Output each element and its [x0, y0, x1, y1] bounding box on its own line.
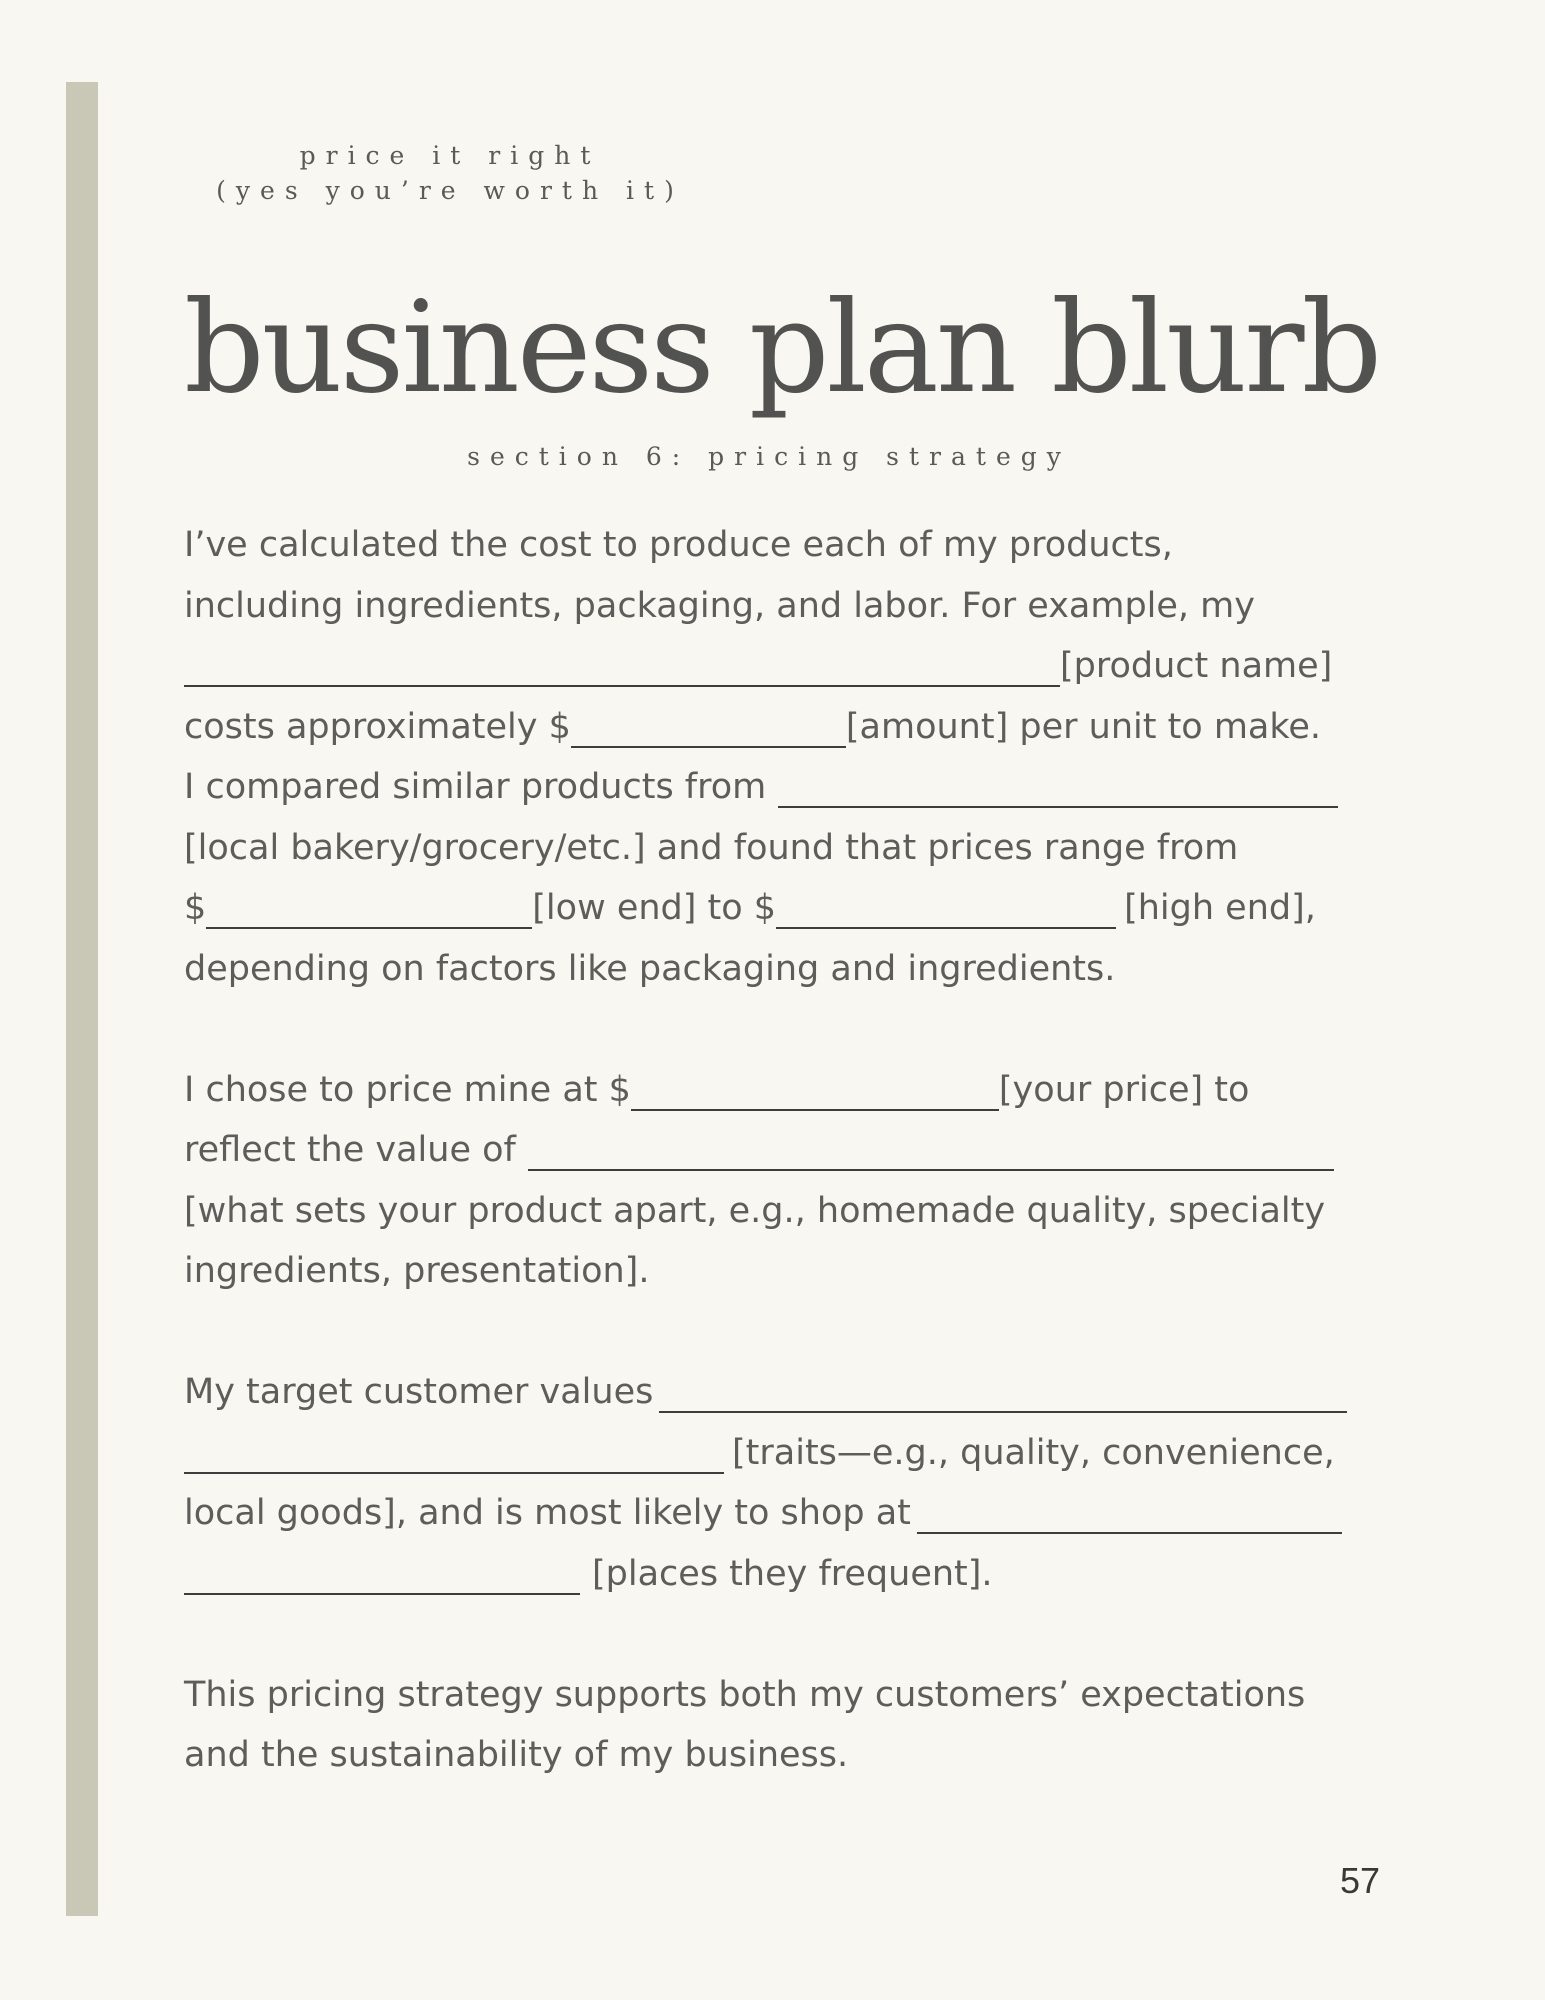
text-line [184, 939, 1364, 1000]
customer-values-blank[interactable] [659, 1369, 1347, 1413]
text-segment: [local bakery/grocery/etc.] and found that prices range from [184, 827, 1239, 868]
text-segment: [what sets your product apart, e.g., homemade quality, specialty [184, 1190, 1326, 1231]
text-segment: [your price] to [998, 1069, 1250, 1110]
page-number: 57 [1339, 1860, 1380, 1901]
eyebrow-line-1: price it right [299, 141, 601, 170]
paragraph-price [184, 1060, 1364, 1302]
amount-blank[interactable] [571, 704, 846, 748]
text-line [184, 1120, 1364, 1181]
eyebrow-line-2: (yes you’re worth it) [216, 176, 684, 205]
text-line [184, 1060, 1364, 1121]
text-segment: reflect the value of [184, 1130, 516, 1170]
shop-at-blank[interactable] [917, 1490, 1342, 1534]
decorative-side-bar [66, 82, 98, 1916]
section-label: section 6: pricing strategy [467, 442, 1071, 471]
fill-in-blurb [184, 515, 1364, 1846]
value-blank[interactable] [528, 1127, 1334, 1171]
text-line [184, 818, 1364, 879]
text-segment: ingredients, presentation]. [184, 1251, 650, 1291]
text-segment: [places they frequent]. [592, 1553, 993, 1594]
low-end-price-blank[interactable] [206, 885, 532, 929]
text-line [184, 1483, 1364, 1544]
text-segment: [high end], [1124, 888, 1316, 928]
text-segment: and the sustainability of my business. [184, 1735, 849, 1775]
your-price-blank[interactable] [631, 1067, 999, 1111]
paragraph-closing [184, 1665, 1364, 1786]
traits-blank[interactable] [184, 1430, 724, 1474]
page-title: business plan blurb [184, 274, 1380, 421]
text-segment: [product name] [1060, 646, 1333, 686]
text-line [184, 1665, 1364, 1726]
text-line [184, 576, 1364, 637]
text-segment: This pricing strategy supports both my customers’ expectations [184, 1674, 1306, 1715]
places-blank[interactable] [184, 1551, 580, 1595]
text-segment: I compared similar products from [184, 767, 767, 807]
eyebrow-tagline [200, 138, 700, 208]
text-line [184, 636, 1364, 697]
text-segment: [amount] per unit to make. [845, 706, 1322, 747]
paragraph-customer [184, 1362, 1364, 1604]
text-line [184, 1725, 1364, 1786]
text-segment: My target customer values [184, 1372, 654, 1412]
text-line [184, 1423, 1364, 1484]
text-segment: $ [184, 888, 207, 928]
text-segment: including ingredients, packaging, and labor. For example, my [184, 585, 1255, 626]
text-segment: [low end] to $ [532, 888, 777, 928]
text-line [184, 515, 1364, 576]
text-line [184, 1544, 1364, 1605]
text-segment: I chose to price mine at $ [184, 1069, 631, 1110]
text-line [184, 697, 1364, 758]
text-segment: I’ve calculated the cost to produce each of my products, [184, 525, 1173, 565]
text-segment: [traits—e.g., quality, convenience, [732, 1432, 1335, 1473]
high-end-price-blank[interactable] [776, 885, 1116, 929]
text-segment: depending on factors like packaging and ingredients. [184, 948, 1116, 989]
text-segment: local goods], and is most likely to shop at [184, 1493, 911, 1533]
text-line [184, 1241, 1364, 1302]
product-name-blank[interactable] [184, 643, 1060, 687]
paragraph-costs [184, 515, 1364, 999]
local-source-blank[interactable] [778, 764, 1338, 808]
text-line [184, 1362, 1364, 1423]
text-line [184, 1181, 1364, 1242]
text-segment: costs approximately $ [184, 706, 571, 747]
text-line [184, 878, 1364, 939]
text-line [184, 757, 1364, 818]
